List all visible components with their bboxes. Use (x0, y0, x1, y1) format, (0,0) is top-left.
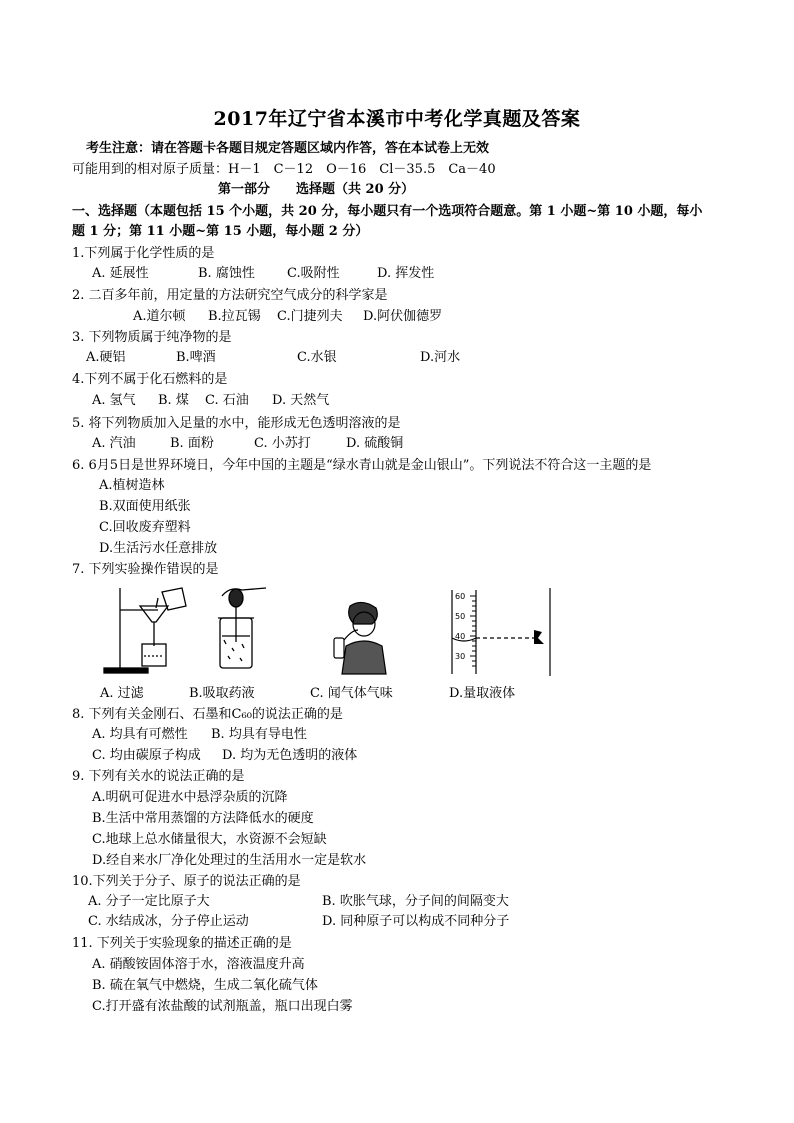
cylinder-tick-label: 60 (455, 592, 466, 601)
part-heading: 第一部分 选择题（共 20 分） (218, 182, 415, 197)
option: B. 均具有导电性 (211, 727, 307, 742)
option: D.量取液体 (449, 686, 516, 701)
option: C. 石油 (205, 393, 249, 408)
option: C.地球上总水储量很大，水资源不会短缺 (92, 832, 327, 847)
option: A.植树造林 (99, 478, 165, 493)
question-stem: 3. 下列物质属于纯净物的是 (72, 330, 232, 345)
option: D. 天然气 (272, 393, 330, 408)
option: D.河水 (420, 350, 461, 365)
option: A. 氢气 (92, 393, 136, 408)
question-stem: 10.下列关于分子、原子的说法正确的是 (72, 874, 301, 889)
option: B. 面粉 (170, 436, 214, 451)
option: D.经自来水厂净化处理过的生活用水一定是软水 (92, 853, 367, 868)
cylinder-tick-label: 50 (455, 612, 466, 621)
option: D. 硫酸铜 (346, 436, 404, 451)
page-title: 2017年辽宁省本溪市中考化学真题及答案 (213, 108, 581, 130)
section-heading-line1: 一、选择题（本题包括 15 个小题，共 20 分，每小题只有一个选项符合题意。第 1 小题~第 10 小题，每小 (72, 204, 703, 219)
option: C. 小苏打 (254, 436, 311, 451)
option: A. 分子一定比原子大 (88, 894, 210, 909)
option: D. 挥发性 (377, 266, 435, 281)
filtration-figure (100, 584, 192, 676)
question-stem: 4.下列不属于化石燃料的是 (72, 372, 228, 387)
option: A. 均具有可燃性 (92, 727, 188, 742)
option: A. 汽油 (92, 436, 136, 451)
option: A. 硝酸铵固体溶于水，溶液温度升高 (92, 957, 305, 972)
option: B.双面使用纸张 (99, 499, 191, 514)
option: D. 均为无色透明的液体 (222, 748, 358, 763)
option: C.吸附性 (287, 266, 340, 281)
option: B. 吹胀气球，分子间的间隔变大 (322, 894, 509, 909)
dropper-figure (208, 584, 270, 676)
option: B.拉瓦锡 (208, 309, 261, 324)
option: C. 闻气体气味 (310, 686, 393, 701)
question-stem: 2. 二百多年前，用定量的方法研究空气成分的科学家是 (72, 288, 388, 303)
option: C. 均由碳原子构成 (92, 748, 201, 763)
option: D. 同种原子可以构成不同种分子 (322, 914, 510, 929)
notice: 考生注意：请在答题卡各题目规定答题区域内作答，答在本试卷上无效 (86, 141, 490, 156)
cylinder-tick-label: 40 (455, 632, 466, 641)
atomic-mass-line: 可能用到的相对原子质量：H－1 C－12 O－16 Cl－35.5 Ca－40 (72, 162, 496, 177)
option: A.道尔顿 (133, 309, 186, 324)
option: B.啤酒 (176, 350, 216, 365)
option: C.水银 (297, 350, 337, 365)
question-stem: 6. 6月5日是世界环境日，今年中国的主题是“绿水青山就是金山银山”。下列说法不符合这一主题的是 (72, 458, 652, 473)
option: A. 延展性 (92, 266, 149, 281)
eye-icon (534, 630, 544, 644)
option: B. 煤 (158, 393, 189, 408)
option: C.门捷列夫 (277, 309, 343, 324)
option: C.打开盛有浓盐酸的试剂瓶盖，瓶口出现白雾 (92, 999, 353, 1014)
option: B. 腐蚀性 (198, 266, 255, 281)
cylinder-figure (446, 588, 552, 676)
question-stem: 5. 将下列物质加入足量的水中，能形成无色透明溶液的是 (72, 416, 401, 431)
option: A.硬铝 (86, 350, 126, 365)
cylinder-tick-label: 30 (455, 652, 466, 661)
option: D.阿伏伽德罗 (363, 309, 443, 324)
option: B.生活中常用蒸馏的方法降低水的硬度 (92, 811, 314, 826)
section-heading-line2: 题 1 分；第 11 小题~第 15 小题，每小题 2 分） (72, 224, 369, 239)
question-stem: 11. 下列关于实验现象的描述正确的是 (72, 936, 292, 951)
question-stem: 9. 下列有关水的说法正确的是 (72, 769, 245, 784)
option: B. 硫在氧气中燃烧，生成二氧化硫气体 (92, 978, 318, 993)
option: D.生活污水任意排放 (99, 541, 218, 556)
option: A. 过滤 (100, 686, 144, 701)
option: C. 水结成冰，分子停止运动 (88, 914, 249, 929)
option: A.明矾可促进水中悬浮杂质的沉降 (92, 790, 288, 805)
option: B.吸取药液 (189, 686, 255, 701)
smell-gas-figure (328, 600, 394, 676)
question-stem: 1.下列属于化学性质的是 (72, 246, 215, 261)
option: C.回收废弃塑料 (99, 520, 191, 535)
question-stem: 7. 下列实验操作错误的是 (72, 562, 219, 577)
question-stem: 8. 下列有关金刚石、石墨和C₆₀的说法正确的是 (72, 707, 343, 722)
